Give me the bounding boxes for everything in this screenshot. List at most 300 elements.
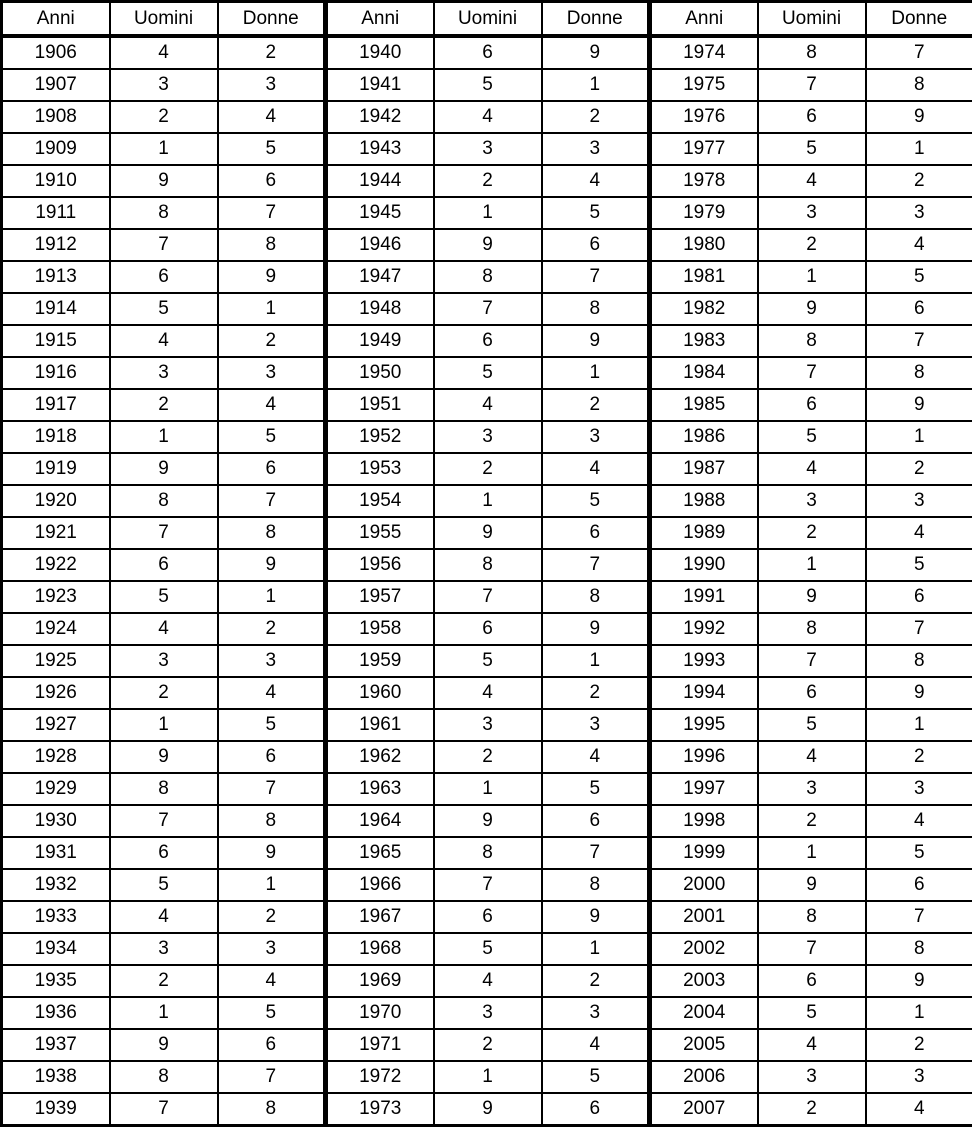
year-cell: 1926 xyxy=(2,677,110,709)
year-cell: 1932 xyxy=(2,869,110,901)
donne-cell: 3 xyxy=(866,773,972,805)
table-row xyxy=(2,965,972,997)
year-cell: 1925 xyxy=(2,645,110,677)
uomini-cell: 3 xyxy=(434,133,542,165)
uomini-cell: 1 xyxy=(758,549,866,581)
uomini-cell: 3 xyxy=(110,933,218,965)
uomini-cell: 6 xyxy=(758,389,866,421)
year-cell: 1955 xyxy=(326,517,434,549)
year-cell: 1973 xyxy=(326,1093,434,1126)
donne-cell: 4 xyxy=(866,517,972,549)
donne-cell: 6 xyxy=(866,581,972,613)
table-row xyxy=(2,165,972,197)
table-row xyxy=(2,197,972,229)
donne-cell: 6 xyxy=(866,869,972,901)
table-row xyxy=(2,229,972,261)
table-row xyxy=(2,389,972,421)
uomini-cell: 9 xyxy=(434,517,542,549)
year-cell: 1919 xyxy=(2,453,110,485)
year-cell: 2000 xyxy=(650,869,758,901)
donne-cell: 6 xyxy=(218,1029,326,1061)
uomini-cell: 7 xyxy=(758,933,866,965)
donne-cell: 8 xyxy=(866,69,972,101)
column-header: Uomini xyxy=(758,2,866,37)
year-cell: 1980 xyxy=(650,229,758,261)
uomini-cell: 7 xyxy=(434,869,542,901)
donne-cell: 1 xyxy=(542,933,650,965)
column-header: Uomini xyxy=(434,2,542,37)
year-cell: 2007 xyxy=(650,1093,758,1126)
uomini-cell: 2 xyxy=(758,1093,866,1126)
uomini-cell: 8 xyxy=(434,549,542,581)
year-cell: 1945 xyxy=(326,197,434,229)
table-row xyxy=(2,709,972,741)
year-cell: 1947 xyxy=(326,261,434,293)
donne-cell: 9 xyxy=(218,837,326,869)
donne-cell: 5 xyxy=(218,997,326,1029)
donne-cell: 8 xyxy=(218,1093,326,1126)
donne-cell: 8 xyxy=(542,581,650,613)
year-cell: 1938 xyxy=(2,1061,110,1093)
table-row xyxy=(2,69,972,101)
year-cell: 1995 xyxy=(650,709,758,741)
year-cell: 1989 xyxy=(650,517,758,549)
year-cell: 1913 xyxy=(2,261,110,293)
uomini-cell: 5 xyxy=(434,933,542,965)
donne-cell: 9 xyxy=(542,613,650,645)
uomini-cell: 2 xyxy=(434,453,542,485)
donne-cell: 8 xyxy=(542,293,650,325)
year-cell: 1968 xyxy=(326,933,434,965)
year-cell: 1942 xyxy=(326,101,434,133)
year-cell: 1969 xyxy=(326,965,434,997)
donne-cell: 2 xyxy=(542,101,650,133)
uomini-cell: 5 xyxy=(758,709,866,741)
donne-cell: 1 xyxy=(542,645,650,677)
donne-cell: 5 xyxy=(866,549,972,581)
donne-cell: 7 xyxy=(218,773,326,805)
donne-cell: 3 xyxy=(542,421,650,453)
uomini-cell: 4 xyxy=(758,165,866,197)
donne-cell: 5 xyxy=(542,485,650,517)
uomini-cell: 8 xyxy=(110,197,218,229)
year-cell: 1923 xyxy=(2,581,110,613)
uomini-cell: 8 xyxy=(758,901,866,933)
donne-cell: 1 xyxy=(866,997,972,1029)
year-cell: 1920 xyxy=(2,485,110,517)
table-row xyxy=(2,549,972,581)
table-row xyxy=(2,581,972,613)
donne-cell: 5 xyxy=(866,261,972,293)
table-row xyxy=(2,933,972,965)
uomini-cell: 4 xyxy=(110,613,218,645)
year-cell: 1987 xyxy=(650,453,758,485)
donne-cell: 1 xyxy=(866,709,972,741)
year-cell: 1961 xyxy=(326,709,434,741)
donne-cell: 3 xyxy=(866,1061,972,1093)
uomini-cell: 5 xyxy=(434,645,542,677)
year-cell: 1988 xyxy=(650,485,758,517)
uomini-cell: 2 xyxy=(110,965,218,997)
table-row xyxy=(2,901,972,933)
table-row xyxy=(2,613,972,645)
donne-cell: 4 xyxy=(218,389,326,421)
uomini-cell: 8 xyxy=(110,485,218,517)
donne-cell: 5 xyxy=(542,197,650,229)
year-cell: 2005 xyxy=(650,1029,758,1061)
donne-cell: 7 xyxy=(542,549,650,581)
uomini-cell: 2 xyxy=(110,389,218,421)
year-cell: 1986 xyxy=(650,421,758,453)
uomini-cell: 7 xyxy=(758,645,866,677)
table-row xyxy=(2,869,972,901)
uomini-cell: 8 xyxy=(434,261,542,293)
table-body xyxy=(2,2,972,1126)
donne-cell: 7 xyxy=(218,1061,326,1093)
donne-cell: 9 xyxy=(866,677,972,709)
year-cell: 1964 xyxy=(326,805,434,837)
uomini-cell: 7 xyxy=(110,805,218,837)
year-cell: 1931 xyxy=(2,837,110,869)
year-cell: 1978 xyxy=(650,165,758,197)
uomini-cell: 3 xyxy=(434,421,542,453)
donne-cell: 2 xyxy=(218,613,326,645)
year-cell: 1948 xyxy=(326,293,434,325)
column-header: Anni xyxy=(2,2,110,37)
donne-cell: 7 xyxy=(218,197,326,229)
year-cell: 2003 xyxy=(650,965,758,997)
uomini-cell: 8 xyxy=(758,36,866,69)
uomini-cell: 7 xyxy=(758,357,866,389)
uomini-cell: 8 xyxy=(758,613,866,645)
donne-cell: 8 xyxy=(866,933,972,965)
donne-cell: 8 xyxy=(218,229,326,261)
donne-cell: 1 xyxy=(218,293,326,325)
table-row xyxy=(2,453,972,485)
table-row xyxy=(2,1029,972,1061)
table-row xyxy=(2,485,972,517)
year-cell: 1934 xyxy=(2,933,110,965)
donne-cell: 2 xyxy=(218,901,326,933)
year-cell: 1924 xyxy=(2,613,110,645)
donne-cell: 6 xyxy=(542,517,650,549)
donne-cell: 1 xyxy=(542,357,650,389)
year-cell: 1949 xyxy=(326,325,434,357)
uomini-cell: 2 xyxy=(110,101,218,133)
table-row xyxy=(2,805,972,837)
year-cell: 1933 xyxy=(2,901,110,933)
donne-cell: 2 xyxy=(542,389,650,421)
donne-cell: 2 xyxy=(866,1029,972,1061)
donne-cell: 2 xyxy=(542,965,650,997)
uomini-cell: 2 xyxy=(758,229,866,261)
year-cell: 1960 xyxy=(326,677,434,709)
donne-cell: 9 xyxy=(866,965,972,997)
donne-cell: 1 xyxy=(218,869,326,901)
year-cell: 2004 xyxy=(650,997,758,1029)
year-cell: 1916 xyxy=(2,357,110,389)
donne-cell: 4 xyxy=(542,1029,650,1061)
uomini-cell: 6 xyxy=(758,677,866,709)
donne-cell: 5 xyxy=(542,1061,650,1093)
year-cell: 2006 xyxy=(650,1061,758,1093)
year-cell: 1910 xyxy=(2,165,110,197)
donne-cell: 1 xyxy=(866,133,972,165)
donne-cell: 9 xyxy=(218,261,326,293)
uomini-cell: 9 xyxy=(758,293,866,325)
donne-cell: 7 xyxy=(542,261,650,293)
uomini-cell: 9 xyxy=(758,581,866,613)
column-header: Donne xyxy=(866,2,972,37)
table-row xyxy=(2,293,972,325)
column-header: Uomini xyxy=(110,2,218,37)
donne-cell: 4 xyxy=(218,677,326,709)
donne-cell: 7 xyxy=(866,613,972,645)
year-cell: 1977 xyxy=(650,133,758,165)
year-cell: 1952 xyxy=(326,421,434,453)
year-cell: 1998 xyxy=(650,805,758,837)
year-cell: 1928 xyxy=(2,741,110,773)
uomini-cell: 5 xyxy=(758,997,866,1029)
donne-cell: 6 xyxy=(542,1093,650,1126)
donne-cell: 2 xyxy=(218,325,326,357)
donne-cell: 4 xyxy=(542,741,650,773)
uomini-cell: 6 xyxy=(758,101,866,133)
uomini-cell: 4 xyxy=(434,965,542,997)
table-row xyxy=(2,677,972,709)
year-cell: 1991 xyxy=(650,581,758,613)
donne-cell: 8 xyxy=(542,869,650,901)
donne-cell: 9 xyxy=(542,325,650,357)
year-cell: 1974 xyxy=(650,36,758,69)
year-cell: 1957 xyxy=(326,581,434,613)
uomini-cell: 7 xyxy=(110,1093,218,1126)
uomini-cell: 3 xyxy=(434,997,542,1029)
uomini-cell: 6 xyxy=(110,549,218,581)
column-header: Anni xyxy=(650,2,758,37)
year-cell: 1914 xyxy=(2,293,110,325)
donne-cell: 9 xyxy=(866,389,972,421)
uomini-cell: 6 xyxy=(110,837,218,869)
donne-cell: 3 xyxy=(866,485,972,517)
column-header: Donne xyxy=(218,2,326,37)
donne-cell: 8 xyxy=(218,805,326,837)
year-cell: 1951 xyxy=(326,389,434,421)
donne-cell: 3 xyxy=(218,933,326,965)
year-cell: 1909 xyxy=(2,133,110,165)
uomini-cell: 8 xyxy=(110,773,218,805)
year-cell: 1985 xyxy=(650,389,758,421)
donne-cell: 6 xyxy=(218,741,326,773)
year-cell: 1966 xyxy=(326,869,434,901)
year-cell: 1971 xyxy=(326,1029,434,1061)
donne-cell: 3 xyxy=(218,645,326,677)
year-cell: 1976 xyxy=(650,101,758,133)
year-cell: 1917 xyxy=(2,389,110,421)
year-cell: 1970 xyxy=(326,997,434,1029)
uomini-cell: 2 xyxy=(434,165,542,197)
year-cell: 1982 xyxy=(650,293,758,325)
year-cell: 1935 xyxy=(2,965,110,997)
table-row xyxy=(2,645,972,677)
donne-cell: 9 xyxy=(218,549,326,581)
uomini-cell: 1 xyxy=(110,709,218,741)
year-cell: 1911 xyxy=(2,197,110,229)
uomini-cell: 8 xyxy=(758,325,866,357)
uomini-cell: 9 xyxy=(110,741,218,773)
year-cell: 1983 xyxy=(650,325,758,357)
header-row xyxy=(2,2,972,37)
year-cell: 1965 xyxy=(326,837,434,869)
uomini-cell: 4 xyxy=(434,677,542,709)
year-cell: 1994 xyxy=(650,677,758,709)
table-row xyxy=(2,1093,972,1126)
donne-cell: 4 xyxy=(218,965,326,997)
table-row xyxy=(2,997,972,1029)
uomini-cell: 4 xyxy=(110,36,218,69)
uomini-cell: 5 xyxy=(110,293,218,325)
uomini-cell: 2 xyxy=(434,741,542,773)
year-cell: 1958 xyxy=(326,613,434,645)
uomini-cell: 1 xyxy=(110,997,218,1029)
donne-cell: 5 xyxy=(866,837,972,869)
table-row xyxy=(2,741,972,773)
donne-cell: 3 xyxy=(866,197,972,229)
uomini-cell: 7 xyxy=(434,293,542,325)
year-cell: 1990 xyxy=(650,549,758,581)
donne-cell: 4 xyxy=(542,453,650,485)
uomini-cell: 4 xyxy=(110,901,218,933)
year-cell: 1962 xyxy=(326,741,434,773)
year-cell: 2001 xyxy=(650,901,758,933)
donne-cell: 6 xyxy=(542,229,650,261)
uomini-cell: 6 xyxy=(110,261,218,293)
year-cell: 1992 xyxy=(650,613,758,645)
donne-cell: 2 xyxy=(866,741,972,773)
column-header: Donne xyxy=(542,2,650,37)
uomini-cell: 8 xyxy=(110,1061,218,1093)
year-cell: 1950 xyxy=(326,357,434,389)
year-cell: 1929 xyxy=(2,773,110,805)
year-cell: 1941 xyxy=(326,69,434,101)
donne-cell: 8 xyxy=(218,517,326,549)
donne-cell: 5 xyxy=(218,133,326,165)
year-cell: 1908 xyxy=(2,101,110,133)
uomini-cell: 6 xyxy=(434,325,542,357)
year-cell: 1921 xyxy=(2,517,110,549)
uomini-cell: 3 xyxy=(110,69,218,101)
year-cell: 1918 xyxy=(2,421,110,453)
uomini-cell: 5 xyxy=(434,69,542,101)
uomini-cell: 1 xyxy=(110,421,218,453)
uomini-cell: 5 xyxy=(434,357,542,389)
donne-cell: 7 xyxy=(866,36,972,69)
donne-cell: 4 xyxy=(542,165,650,197)
uomini-cell: 1 xyxy=(758,261,866,293)
year-cell: 1939 xyxy=(2,1093,110,1126)
uomini-cell: 4 xyxy=(110,325,218,357)
donne-cell: 1 xyxy=(218,581,326,613)
donne-cell: 1 xyxy=(866,421,972,453)
donne-cell: 2 xyxy=(218,36,326,69)
year-cell: 1959 xyxy=(326,645,434,677)
year-cell: 1943 xyxy=(326,133,434,165)
year-cell: 1912 xyxy=(2,229,110,261)
year-cell: 1984 xyxy=(650,357,758,389)
uomini-cell: 1 xyxy=(758,837,866,869)
year-cell: 1981 xyxy=(650,261,758,293)
uomini-cell: 3 xyxy=(758,485,866,517)
donne-cell: 2 xyxy=(542,677,650,709)
uomini-cell: 4 xyxy=(758,741,866,773)
donne-cell: 4 xyxy=(866,229,972,261)
uomini-cell: 1 xyxy=(434,197,542,229)
year-cell: 1944 xyxy=(326,165,434,197)
year-cell: 1927 xyxy=(2,709,110,741)
donne-cell: 8 xyxy=(866,645,972,677)
uomini-cell: 7 xyxy=(758,69,866,101)
donne-cell: 6 xyxy=(218,165,326,197)
donne-cell: 2 xyxy=(866,165,972,197)
donne-cell: 5 xyxy=(218,421,326,453)
year-cell: 1972 xyxy=(326,1061,434,1093)
donne-cell: 4 xyxy=(218,101,326,133)
donne-cell: 6 xyxy=(218,453,326,485)
uomini-cell: 5 xyxy=(110,581,218,613)
uomini-cell: 9 xyxy=(110,165,218,197)
uomini-cell: 2 xyxy=(110,677,218,709)
year-cell: 2002 xyxy=(650,933,758,965)
donne-cell: 3 xyxy=(542,133,650,165)
year-cell: 1907 xyxy=(2,69,110,101)
uomini-cell: 2 xyxy=(758,805,866,837)
donne-cell: 5 xyxy=(218,709,326,741)
table-row xyxy=(2,773,972,805)
donne-cell: 3 xyxy=(542,997,650,1029)
donne-cell: 7 xyxy=(542,837,650,869)
table-row xyxy=(2,357,972,389)
year-cell: 1979 xyxy=(650,197,758,229)
donne-cell: 6 xyxy=(542,805,650,837)
donne-cell: 9 xyxy=(866,101,972,133)
uomini-cell: 5 xyxy=(758,133,866,165)
year-cell: 1940 xyxy=(326,36,434,69)
year-cell: 1936 xyxy=(2,997,110,1029)
table-row xyxy=(2,517,972,549)
uomini-cell: 1 xyxy=(434,485,542,517)
uomini-cell: 1 xyxy=(434,773,542,805)
table-row xyxy=(2,837,972,869)
uomini-cell: 3 xyxy=(110,357,218,389)
year-cell: 1954 xyxy=(326,485,434,517)
donne-cell: 2 xyxy=(866,453,972,485)
uomini-cell: 8 xyxy=(434,837,542,869)
year-cell: 1937 xyxy=(2,1029,110,1061)
donne-cell: 3 xyxy=(542,709,650,741)
uomini-cell: 3 xyxy=(110,645,218,677)
uomini-cell: 9 xyxy=(434,805,542,837)
year-cell: 1996 xyxy=(650,741,758,773)
column-header: Anni xyxy=(326,2,434,37)
uomini-cell: 7 xyxy=(434,581,542,613)
year-cell: 1993 xyxy=(650,645,758,677)
uomini-cell: 3 xyxy=(758,1061,866,1093)
year-cell: 1999 xyxy=(650,837,758,869)
year-cell: 1906 xyxy=(2,36,110,69)
uomini-cell: 1 xyxy=(434,1061,542,1093)
table-row xyxy=(2,325,972,357)
year-cell: 1915 xyxy=(2,325,110,357)
